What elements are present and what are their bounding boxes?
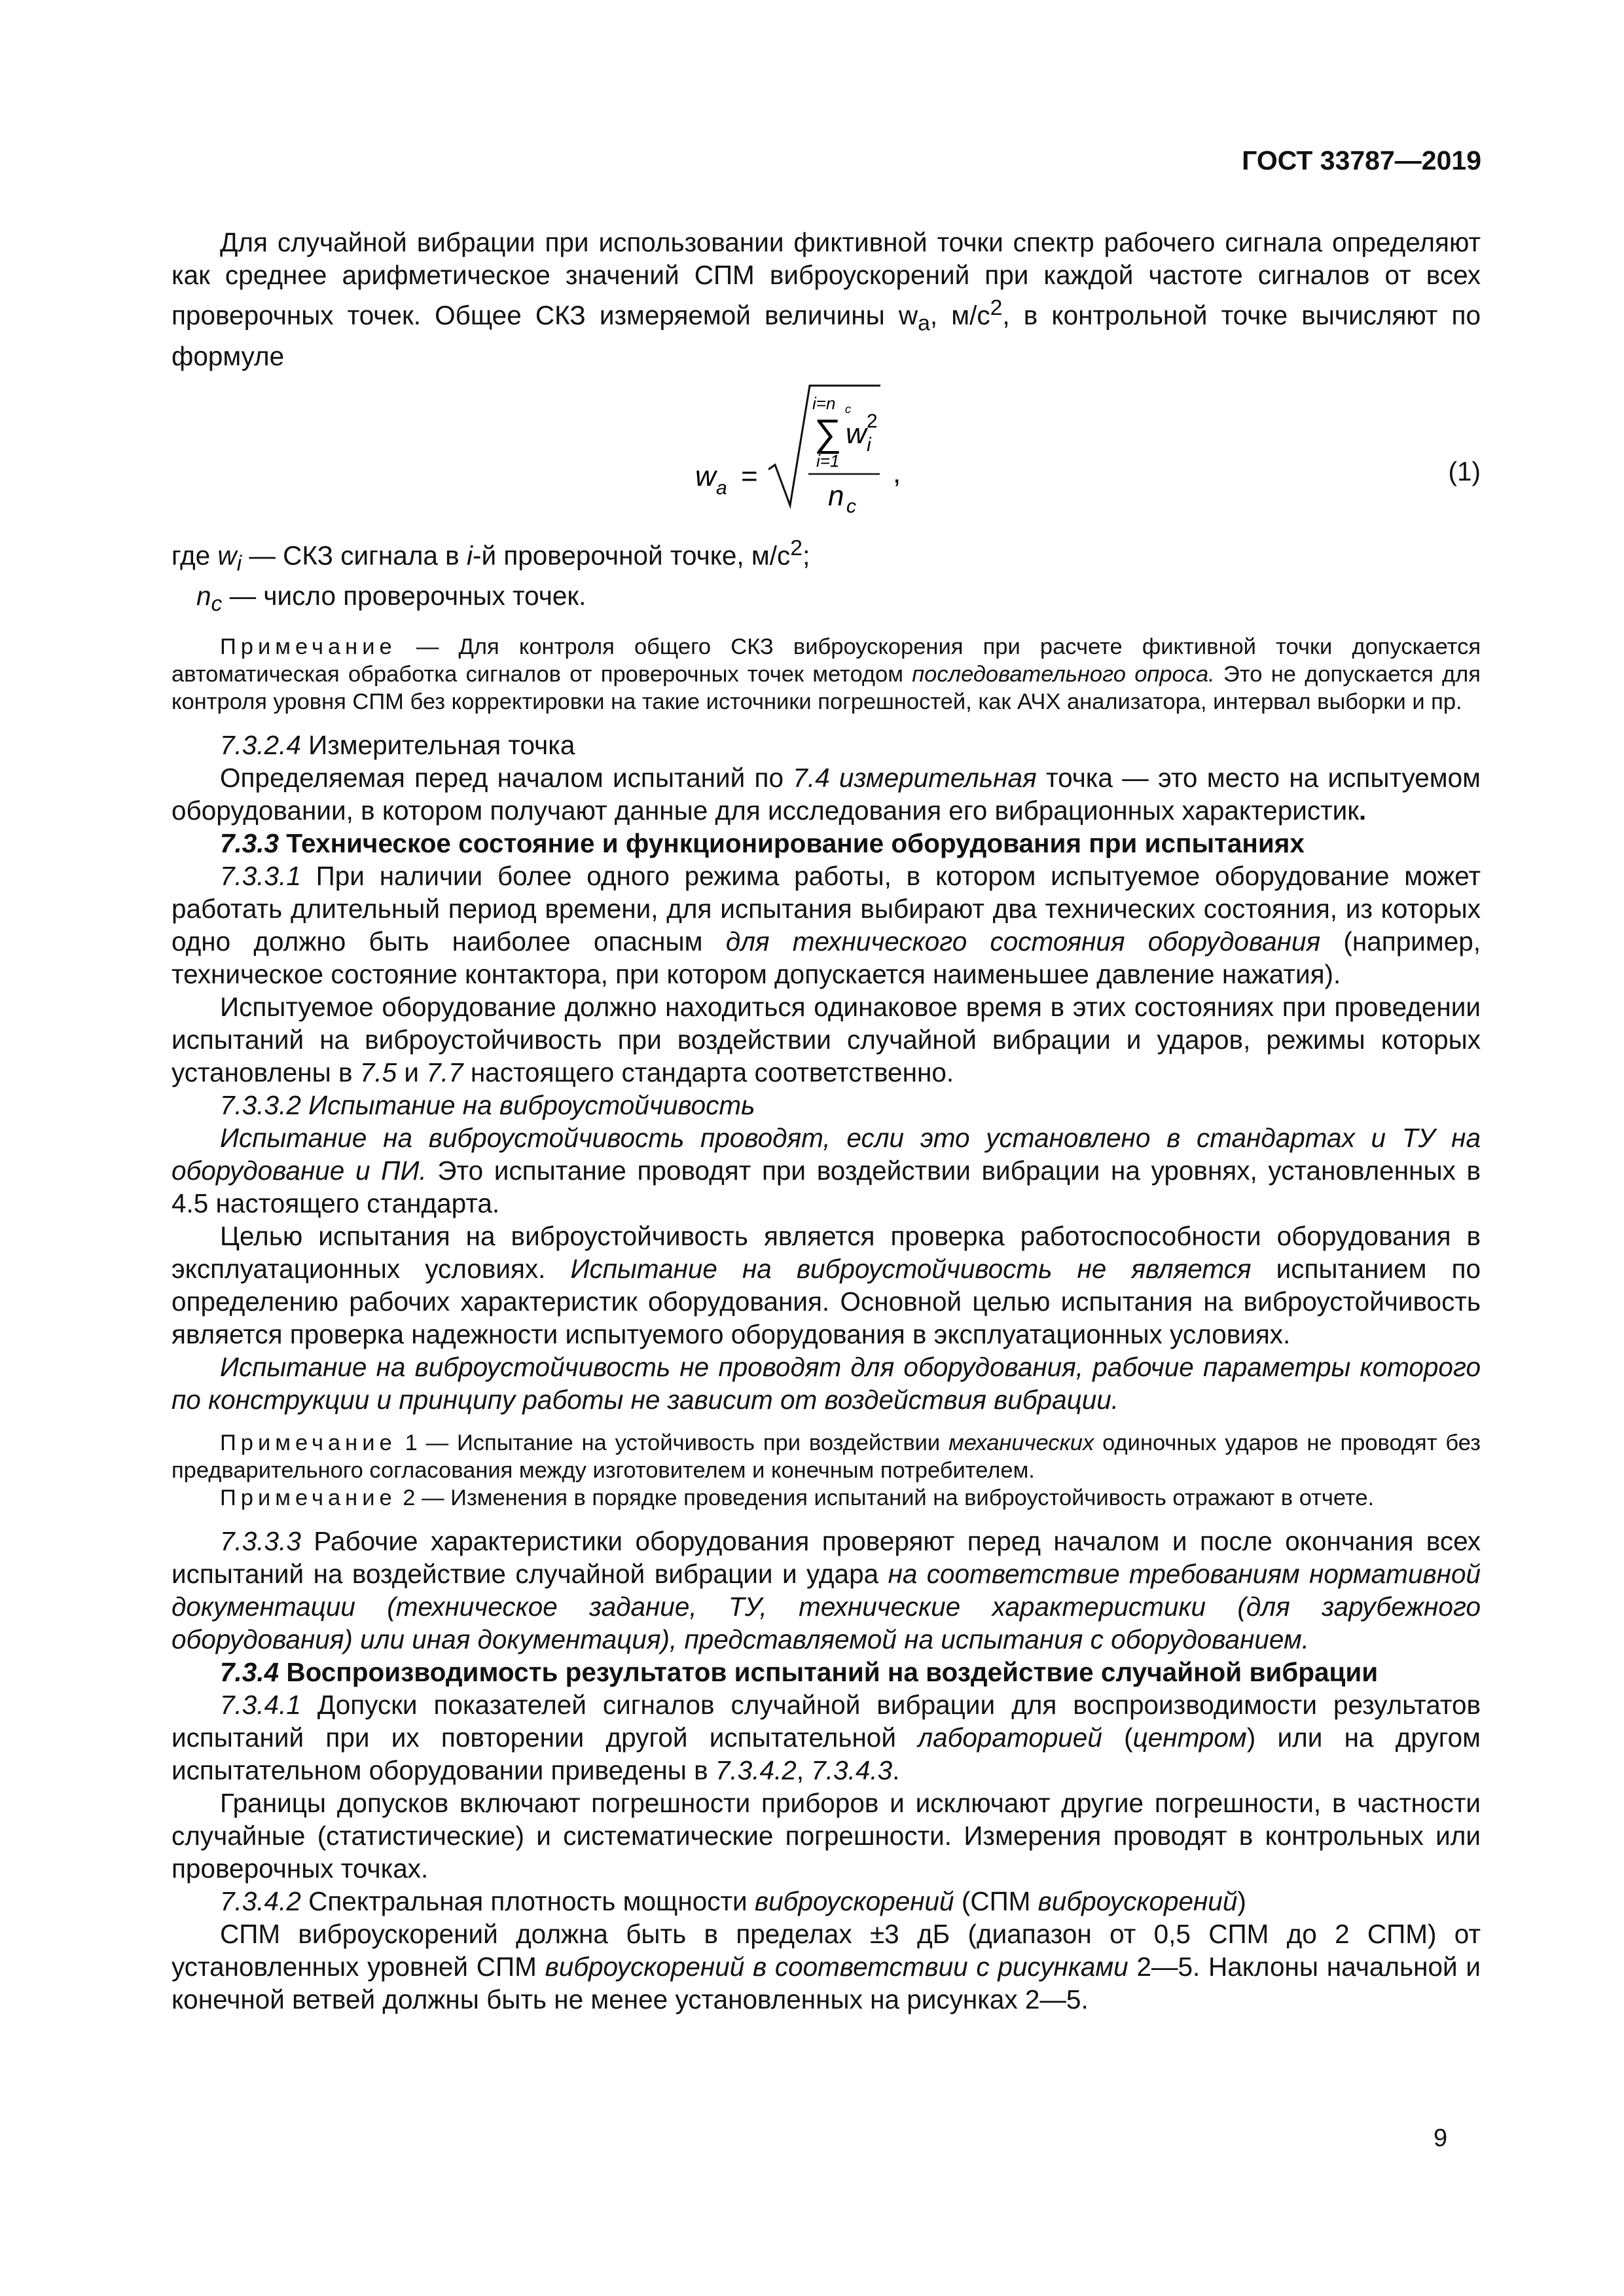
subscript: a <box>918 310 930 336</box>
document-header: ГОСТ 33787—2019 <box>1242 145 1481 175</box>
text: , <box>796 1755 812 1786</box>
note-label: Примечание <box>220 1485 397 1511</box>
sigma-symbol: ∑ <box>814 411 842 454</box>
note-number: 1 <box>396 1430 418 1456</box>
symbol: n <box>196 581 211 611</box>
text: последовательного опроса. <box>912 662 1215 687</box>
formula-lhs-sub: a <box>716 477 727 499</box>
text: -й проверочной точке, м/с <box>472 540 791 571</box>
text: ; <box>803 540 810 571</box>
text: , м/с <box>929 300 990 331</box>
subscript: i <box>236 551 242 576</box>
cross-reference: 7.7 <box>426 1057 463 1088</box>
section-title: Измерительная точка <box>300 730 575 761</box>
text: Рабочие характеристики оборудования проверяют перед началом и после окончания всех испытаний на воздействие случайной вибрации и удара <box>171 1526 1481 1590</box>
formula-graphic <box>171 378 1121 525</box>
text: — число проверочных точек. <box>222 581 586 611</box>
paragraph-7-3-3-1 <box>171 860 1481 991</box>
text: виброускорений <box>1038 1886 1238 1917</box>
text: — Испытание на устойчивость при воздействии <box>417 1430 949 1456</box>
text: ) <box>1237 1886 1246 1917</box>
text: (СПМ <box>954 1886 1038 1917</box>
section-7-3-4-2 <box>171 1885 1481 1918</box>
section-number: 7.3.2.4 <box>220 730 301 761</box>
paragraph-vib-2 <box>171 1220 1481 1351</box>
text: Испытание на виброустойчивость не является <box>570 1254 1252 1285</box>
paragraph-measurement-point <box>171 761 1481 827</box>
text: 7.4 измерительная <box>793 763 1037 793</box>
section-title: 7.3.3.2 Испытание на виброустойчивость <box>220 1090 755 1121</box>
text: механических <box>948 1430 1094 1456</box>
text: и <box>397 1057 427 1088</box>
text: СПМ виброускорений должна быть в пределах ±3 дБ (диапазон от 0,5 СПМ до 2 СПМ) от установленных уровней СПМ <box>171 1919 1481 1982</box>
formula-lhs: w <box>695 460 716 492</box>
text: — СКЗ сигнала в <box>242 540 467 571</box>
text: Границы допусков включают погрешности приборов и исключают другие погрешности, в частности случайные (статистические) и систематические погрешности. Измерения проводят в контрольных или проверочных точках. <box>171 1788 1481 1884</box>
text: . <box>892 1755 900 1786</box>
denominator-sub: c <box>846 495 856 517</box>
section-number: 7.3.4.2 <box>220 1886 301 1917</box>
text: Допуски показателей сигналов случайной вибрации для воспроизводимости результатов испытаний при их повторении другой испытательной <box>171 1690 1481 1753</box>
paragraph-7-3-3-3 <box>171 1525 1481 1656</box>
sum-lower: i=1 <box>816 450 840 471</box>
text: Испытуемое оборудование должно находиться одинаковое время в этих состояниях при проведении испытаний на виброустойчивость при воздействии случайной вибрации и ударов, режимы которых установлены в <box>171 992 1481 1088</box>
text: ) или на другом испытательном оборудовании приведены в <box>171 1722 1481 1786</box>
note-label: Примечание <box>220 634 397 660</box>
section-number: 7.3.3.1 <box>220 861 301 892</box>
section-number: 7.3.3.3 <box>220 1526 301 1557</box>
text: 2—5. Наклоны начальной и конечной ветвей должны быть не менее установленных на рисунках 2—5. <box>171 1952 1481 2015</box>
sum-upper-sub: c <box>845 402 851 416</box>
section-title: Техническое состояние и функционирование оборудования при испытаниях <box>279 828 1305 859</box>
text: виброускорений в соответствии с рисунками <box>545 1952 1128 1982</box>
subscript: c <box>211 591 223 617</box>
text: (например, техническое состояние контактора, при котором допускается наименьшее давление нажатия). <box>171 926 1481 990</box>
term-sup: 2 <box>867 410 878 432</box>
section-7-3-3-2 <box>171 1089 1481 1121</box>
paragraph-same-time <box>171 991 1481 1089</box>
cross-reference: 7.3.4.2 <box>715 1755 797 1786</box>
formula-eq: = <box>741 460 758 492</box>
symbol: i <box>466 540 473 571</box>
text: одиночных ударов не проводят без предварительного согласования между изготовителем и конечным потребителем. <box>171 1430 1481 1484</box>
superscript: 2 <box>990 295 1003 320</box>
text: — Изменения в порядке проведения испытаний на виброустойчивость отражают в отчете. <box>415 1485 1375 1511</box>
term-w: w <box>846 417 867 450</box>
text: При наличии более одного режима работы, в котором испытуемое оборудование может работать длительный период времени, для испытания выбирают два технических состояния, из которых одно должно быть наиболее опасным <box>171 861 1481 957</box>
formula-1 <box>171 378 1481 525</box>
superscript: 2 <box>790 535 803 560</box>
note <box>171 633 1481 716</box>
cross-reference: 7.5 <box>359 1057 397 1088</box>
cross-reference: 7.3.4.3 <box>811 1755 893 1786</box>
paragraph-vib-3 <box>171 1351 1481 1416</box>
text: на соответствие требованиям нормативной документации (техническое задание, ТУ, технические характеристики (для зарубежного оборудования) или иная документация), представляемой на испытания с оборудованием. <box>171 1559 1481 1655</box>
sum-upper: i=n <box>812 393 836 413</box>
text: Спектральная плотность мощности <box>300 1886 755 1917</box>
section-number: 7.3.3 <box>220 828 280 859</box>
denominator: n <box>828 479 844 512</box>
note-number: 2 <box>396 1485 416 1511</box>
section-7-3-3 <box>171 827 1481 860</box>
text: испытанием по определению рабочих характеристик оборудования. Основной целью испытания на виброустойчивость является проверка надежности испытуемого оборудования в эксплуатационных условиях. <box>171 1254 1481 1350</box>
text: Определяемая перед началом испытаний по <box>220 763 793 793</box>
document-body <box>171 226 1481 2016</box>
symbol: w <box>217 540 237 571</box>
text: Это испытание проводят при воздействии вибрации на уровнях, установленных в 4.5 настоящего стандарта. <box>171 1156 1481 1219</box>
term-sub: i <box>867 433 871 456</box>
section-title: Воспроизводимость результатов испытаний на воздействие случайной вибрации <box>279 1657 1379 1688</box>
text: Целью испытания на виброустойчивость является проверка работоспособности оборудования в эксплуатационных условиях. <box>171 1221 1481 1285</box>
where-line-1 <box>171 532 1481 580</box>
text: виброускорений <box>754 1886 954 1917</box>
note-label: Примечание <box>220 1430 397 1456</box>
text: настоящего стандарта соответственно. <box>463 1057 954 1088</box>
text: центром <box>1132 1722 1247 1753</box>
section-7-3-4 <box>171 1656 1481 1688</box>
text: , в контрольной точке вычисляют по формуле <box>171 300 1481 371</box>
section-number: 7.3.4.1 <box>220 1690 301 1721</box>
text: где <box>171 540 218 571</box>
note-2 <box>171 1484 1481 1512</box>
text: Испытание на виброустойчивость не проводят для оборудования, рабочие параметры которого по конструкции и принципу работы не зависит от воздействия вибрации. <box>171 1352 1481 1415</box>
paragraph-psd <box>171 1918 1481 2016</box>
text: . <box>1359 795 1367 826</box>
page-number: 9 <box>1434 2124 1448 2152</box>
text: для технического состояния оборудования <box>725 926 1321 957</box>
section-7-3-2-4 <box>171 729 1481 761</box>
equation-number: (1) <box>1448 456 1481 486</box>
formula-comma: , <box>893 456 901 489</box>
text: ( <box>1102 1722 1133 1753</box>
paragraph-limits <box>171 1787 1481 1885</box>
paragraph-vib-1 <box>171 1121 1481 1220</box>
text: — Для контроля общего СКЗ виброускорения при расчете фиктивной точки допускается автоматическая обработка сигналов от проверочных точек методом <box>171 634 1481 687</box>
text: Это не допускается для контроля уровня СПМ без корректировки на такие источники погрешностей, как АЧХ анализатора, интервал выборки и пр. <box>171 662 1481 715</box>
text: Испытание на виброустойчивость проводят, если это установлено в стандартах и ТУ на оборудование и ПИ. <box>171 1123 1481 1186</box>
section-number: 7.3.4 <box>220 1657 280 1688</box>
paragraph-7-3-4-1 <box>171 1688 1481 1787</box>
text: лабораторией <box>918 1722 1102 1753</box>
note-1 <box>171 1429 1481 1484</box>
paragraph-rms <box>171 226 1481 373</box>
text: Для случайной вибрации при использовании фиктивной точки спектр рабочего сигнала определяют как среднее арифметическое значений СПМ виброускорений при каждой частоте сигналов от всех проверочных точек. Общее СКЗ измеряемой величины w <box>171 227 1481 331</box>
where-line-2 <box>171 579 1481 620</box>
text: точка — это место на испытуемом оборудовании, в котором получают данные для исследования его вибрационных характеристик <box>171 763 1481 826</box>
